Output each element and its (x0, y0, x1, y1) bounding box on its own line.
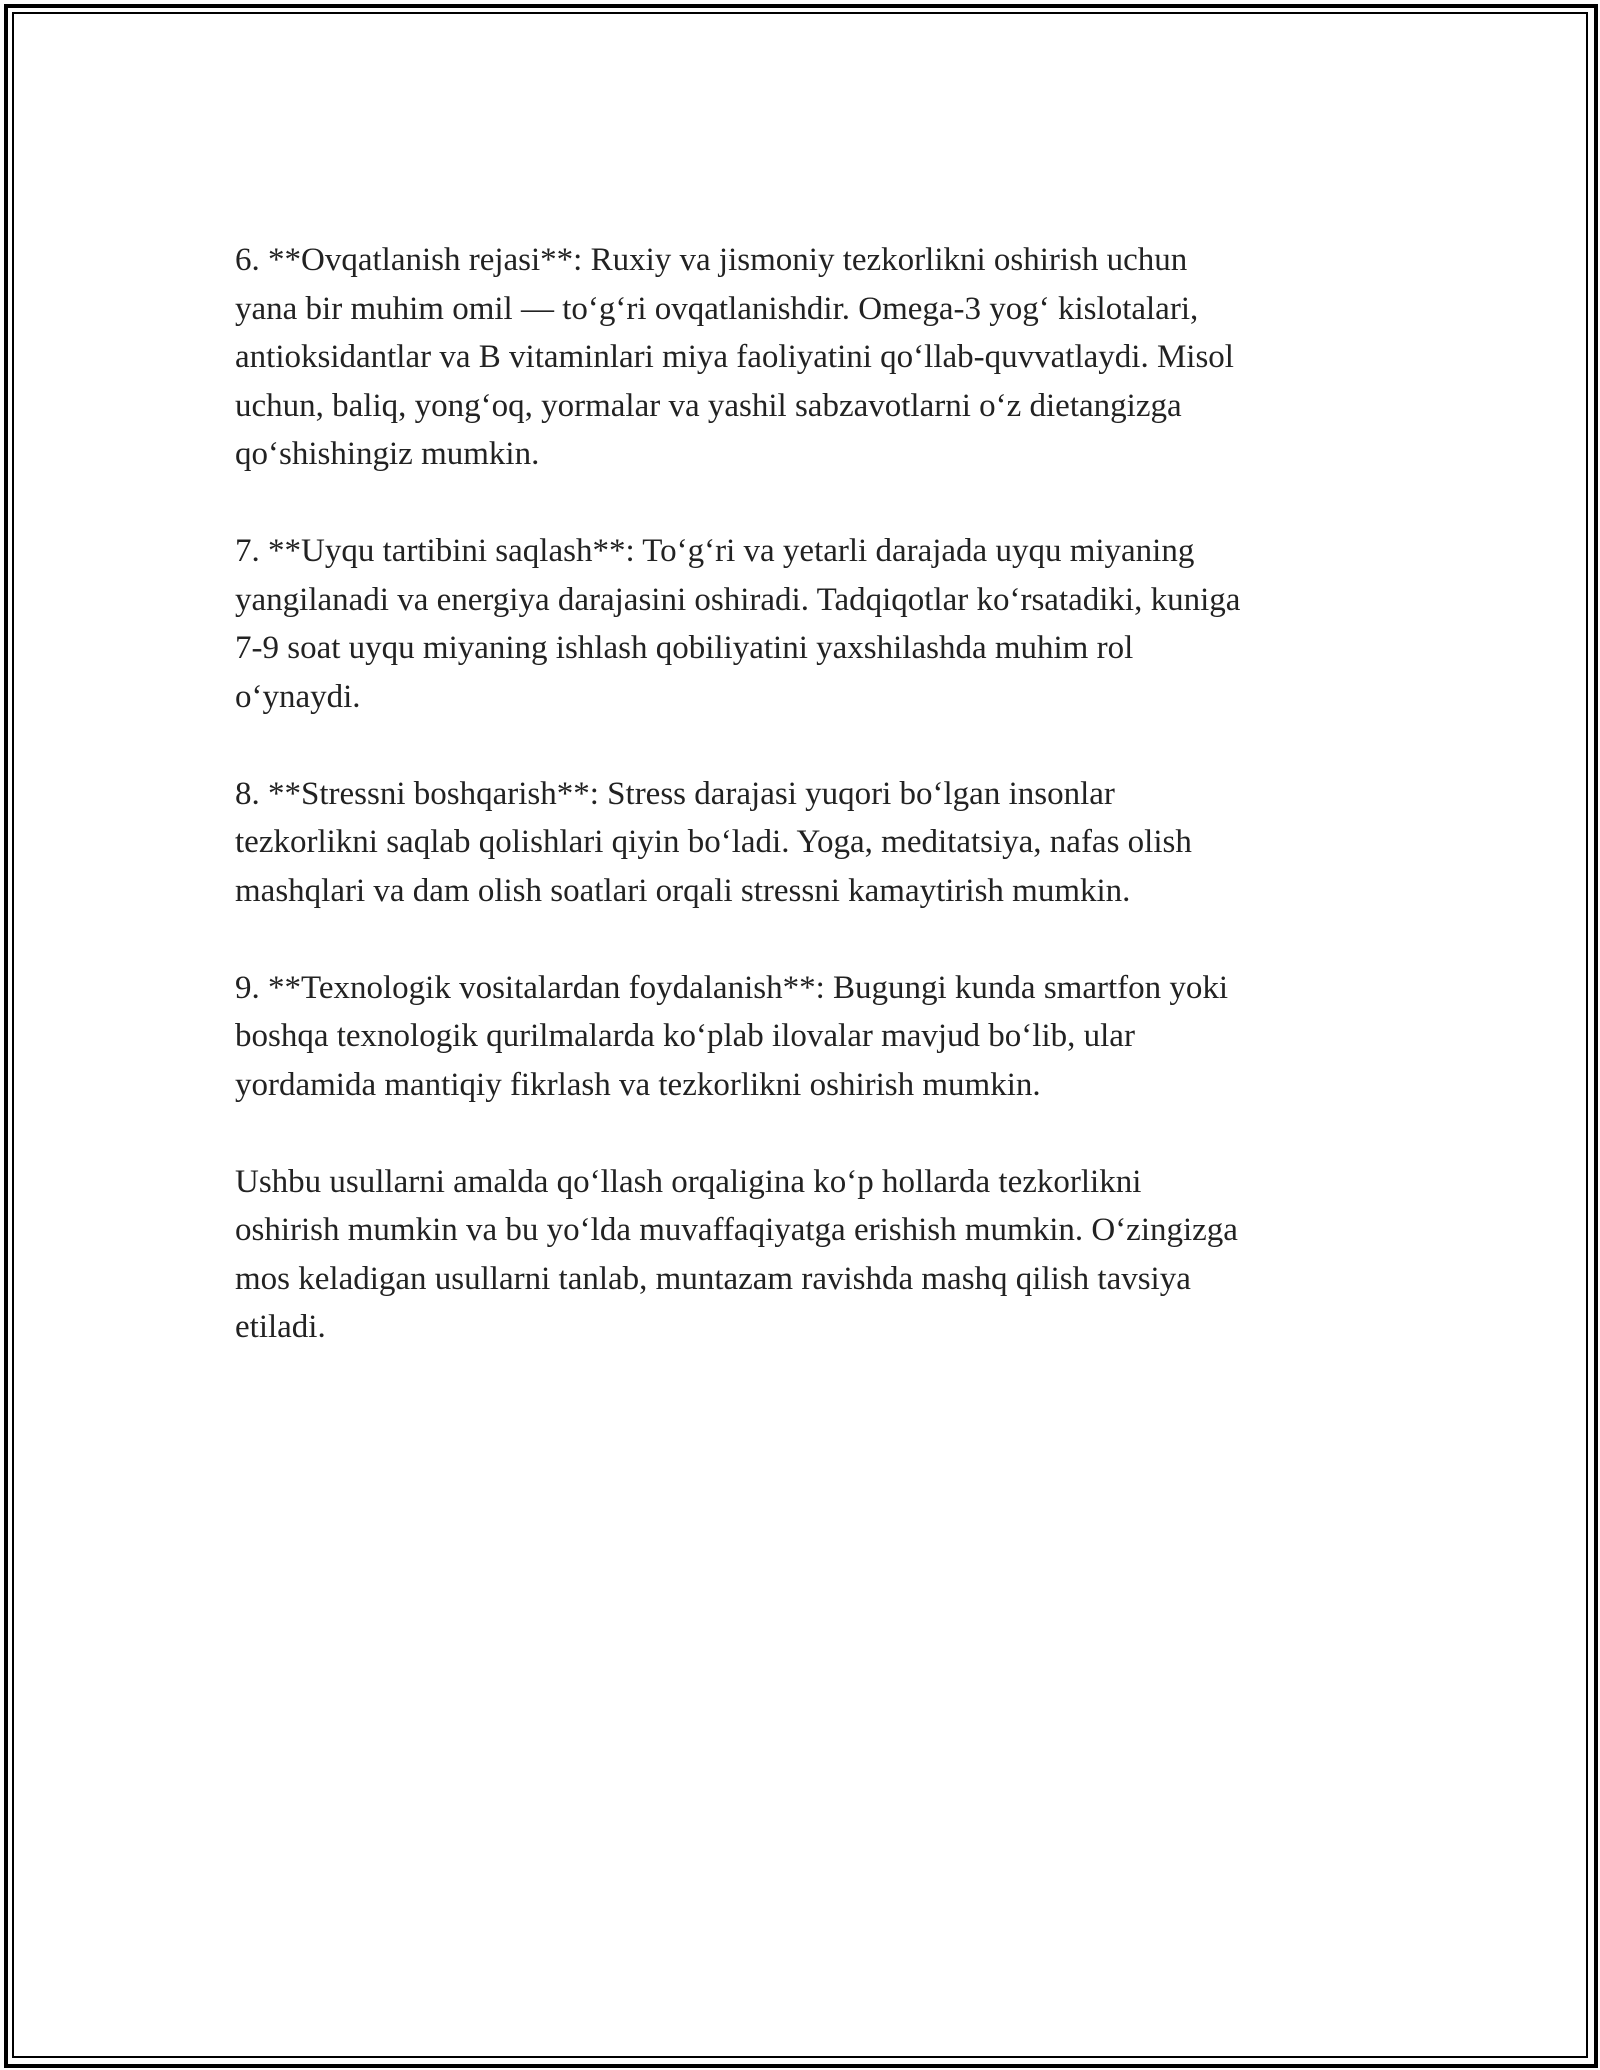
paragraph-stress-management: 8. **Stressni boshqarish**: Stress darajasi yuqori bo‘lgan insonlar tezkorlikni saqlab qolishlari qiyin bo‘ladi. Yoga, meditatsiya, nafas olish mashqlari va dam olish soatlari orqali stressni kamaytirish mumkin. (235, 775, 1192, 909)
paragraph-sleep-schedule: 7. **Uyqu tartibini saqlash**: To‘g‘ri va yetarli darajada uyqu miyaning yangilanadi va energiya darajasini oshiradi. Tadqiqotlar ko‘rsatadiki, kuniga 7-9 soat uyqu miyaning ishlash qobiliyatini yaxshilashda muhim rol o‘ynaydi. (235, 533, 1241, 715)
paragraph-nutrition-plan: 6. **Ovqatlanish rejasi**: Ruxiy va jismoniy tezkorlikni oshirish uchun yana bir muhim omil — to‘g‘ri ovqatlanishdir. Omega-3 yog‘ kislotalari, antioksidantlar va B vitaminlari miya faoliyatini qo‘llab-quvvatlaydi. Misol uchun, baliq, yong‘oq, yormalar va yashil sabzavotlarni o‘z dietangizga qo‘shishingiz mumkin. (235, 242, 1234, 472)
paragraph-conclusion: Ushbu usullarni amalda qo‘llash orqaligina ko‘p hollarda tezkorlikni oshirish mumkin va bu yo‘lda muvaffaqiyatga erishish mumkin. O‘zingizga mos keladigan usullarni tanlab, muntazam ravishda mashq qilish tavsiya etiladi. (235, 1163, 1238, 1345)
document-body (235, 236, 1375, 1400)
paragraph-technology-tools: 9. **Texnologik vositalardan foydalanish**: Bugungi kunda smartfon yoki boshqa texnologik qurilmalarda ko‘plab ilovalar mavjud bo‘lib, ular yordamida mantiqiy fikrlash va tezkorlikni oshirish mumkin. (235, 969, 1229, 1103)
